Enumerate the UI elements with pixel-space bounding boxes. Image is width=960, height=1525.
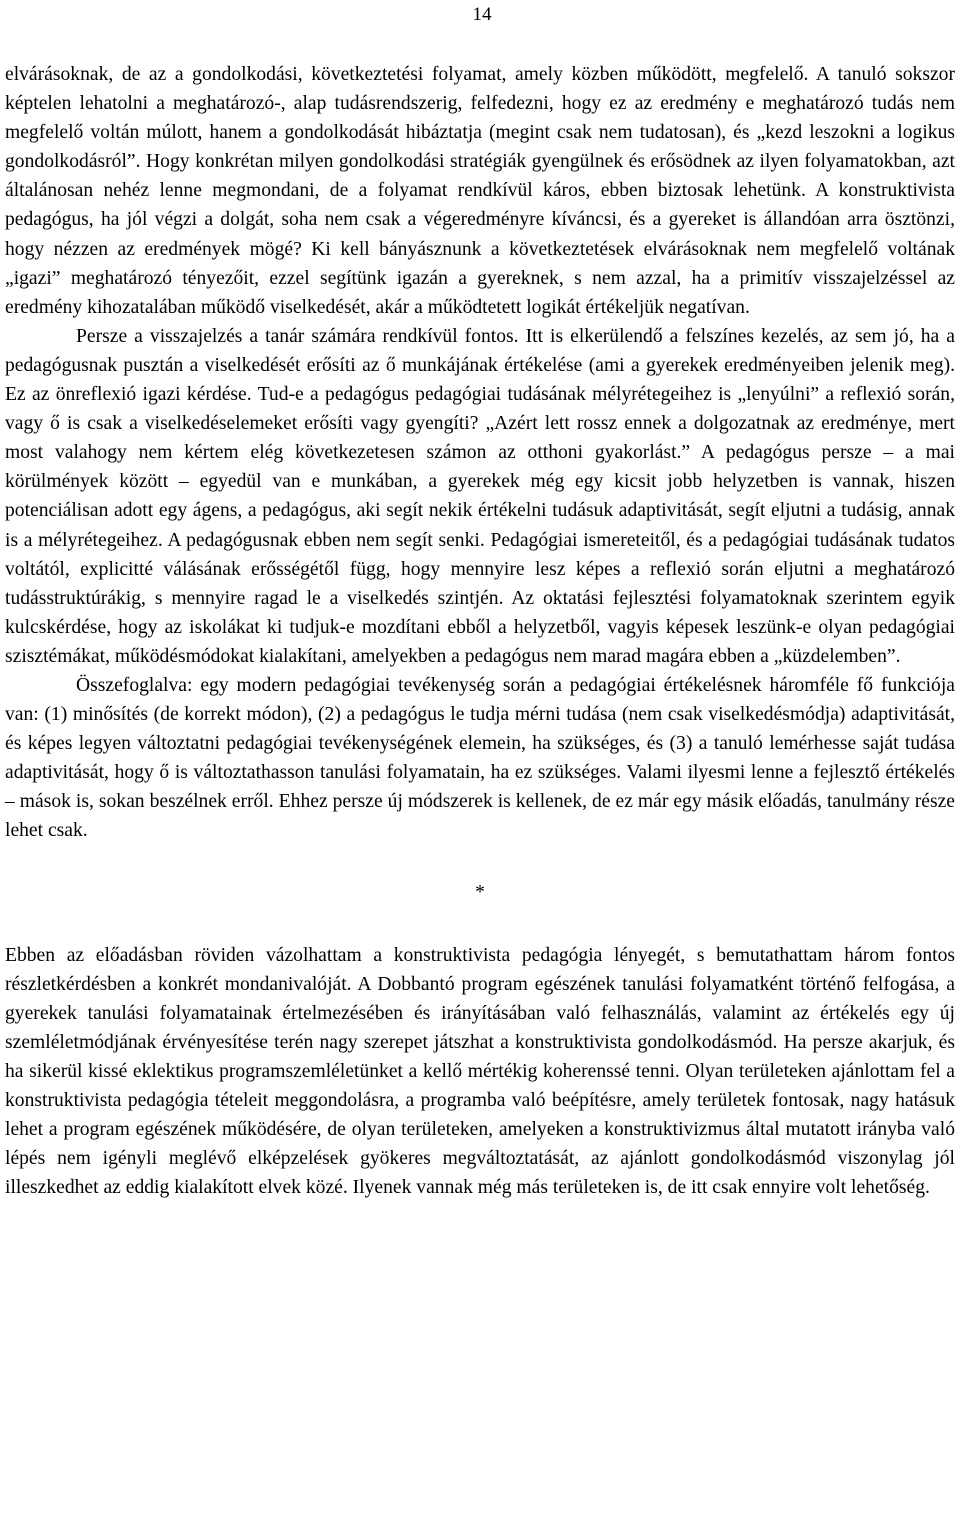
- section-separator: *: [475, 881, 485, 903]
- paragraph-summary: Összefoglalva: egy modern pedagógiai tevékenység során a pedagógiai értékelésnek háromféle fő funkciója van: (1) minősítés (de korrekt módon), (2) a pedagógus le tudja mérni tudása (nem csak viselkedésmódja) adaptivitását, és képes legyen változtatni pedagógiai tevékenységének elemein, ha szükséges, és (3) a tanuló lemérhesse saját tudása adaptivitását, hogy ő is változtathasson tanulási folyamatain, ha ez szükséges. Valami ilyesmi lenne a fejlesztő értékelés – mások is, sokan beszélnek erről. Ehhez persze új módszerek is kellenek, de ez már egy másik előadás, tanulmány része lehet csak.: [5, 674, 955, 842]
- body-text: [5, 60, 955, 1202]
- paragraph-closing: Ebben az előadásban röviden vázolhattam a konstruktivista pedagógia lényegét, s bemutathattam három fontos részletkérdésben a konkrét mondanivalóját. A Dobbantó program egészének tanulási folyamatként történő felfogása, a gyerekek tanulási folyamatainak értelmezésében és irányításában való felhasználás, valamint az értékelés egy új szemléletmódjának érvényesítése terén nagy szerepet játszhat a konstruktivista gondolkodásmód. Ha persze akarjuk, és ha sikerül kissé eklektikus programszemléletünket a kellő mértékig koherenssé tenni. Olyan területeken ajánlottam fel a konstruktivista pedagógia tételeit meggondolásra, a programba való beépítésre, amely területek fontosak, nagy hatásuk lehet a program egészének működésére, de olyan területeken, amelyeken a konstruktivizmus által mutatott irányba való lépés nem igényli meglévő elképzelések gyökeres megváltoztatását, az ajánlott gondolkodásmód viszonylag jól illeszkedhet az eddig kialakított elvek közé. Ilyenek vannak még más területeken is, de itt csak ennyire volt lehetőség.: [5, 944, 955, 1199]
- page-number: 14: [472, 4, 492, 25]
- paragraph-feedback: Persze a visszajelzés a tanár számára rendkívül fontos. Itt is elkerülendő a felszínes kezelés, az sem jó, ha a pedagógusnak pusztán a viselkedését erősíti az ő munkájának értékelése (ami a gyerekek eredményeiben jelenik meg). Ez az önreflexió igazi kérdése. Tud-e a pedagógus pedagógiai tudásának mélyrétegeihez is „lenyúlni” a reflexió során, vagy ő is csak a viselkedéselemeket erősíti vagy gyengíti? „Azért lett rossz ennek a dolgozatnak az eredménye, mert most valahogy nem kértem elég következetesen számon az otthoni gyakorlást.” A pedagógus persze – a mai körülmények között – egyedül van e munkában, a gyerekek még egy kicsit jobb helyzetben is vannak, hiszen potenciálisan adott egy ágens, a pedagógus, aki segít nekik értékelni tudásuk adaptivitását, segít eljutni a tudásig, annak is a mélyrétegeihez. A pedagógusnak ebben nem segít senki. Pedagógiai ismereteitől, és a pedagógiai tudásának tudatos voltától, explicitté válásának erősségétől függ, hogy mennyire lesz képes a reflexió során eljutni a meghatározó tudásstruktúrákig, s mennyire ragad le a viselkedés szintjén. Az oktatási fejlesztési folyamatoknak szerintem egyik kulcskérdése, hogy az iskolákat ki tudjuk-e mozdítani ebből a helyzetből, vagyis képesek leszünk-e olyan pedagógiai szisztémákat, működésmódokat kialakítani, amelyekben a pedagógus nem marad magára ebben a „küzdelemben”.: [5, 325, 955, 667]
- paragraph-continuation: elvárásoknak, de az a gondolkodási, következtetési folyamat, amely közben működött, megfelelő. A tanuló sokszor képtelen lehatolni a meghatározó-, alap tudásrendszerig, felfedezni, hogy ez az eredmény e meghatározó tudás nem megfelelő voltán múlott, hanem a gondolkodását hibáztatja (megint csak nem tudatosan), és „kezd leszokni a logikus gondolkodásról”. Hogy konkrétan milyen gondolkodási stratégiák gyengülnek és erősödnek az ilyen folyamatokban, azt általánosan nehéz lenne megmondani, de a folyamat rendkívül káros, ebben biztosak lehetünk. A konstruktivista pedagógus, ha jól végzi a dolgát, soha nem csak a végeredményre kíváncsi, és a gyereket is állandóan arra ösztönzi, hogy nézzen az eredmények mögé? Ki kell bányásznunk a következtetések elvárásoknak nem megfelelő voltának „igazi” meghatározó tényezőit, ezzel segítünk igazán a gyereknek, s nem azzal, ha a primitív visszajelzéssel az eredmény kihozatalában működő viselkedését, akár a működtetett logikát értékeljük negatívan.: [5, 64, 955, 318]
